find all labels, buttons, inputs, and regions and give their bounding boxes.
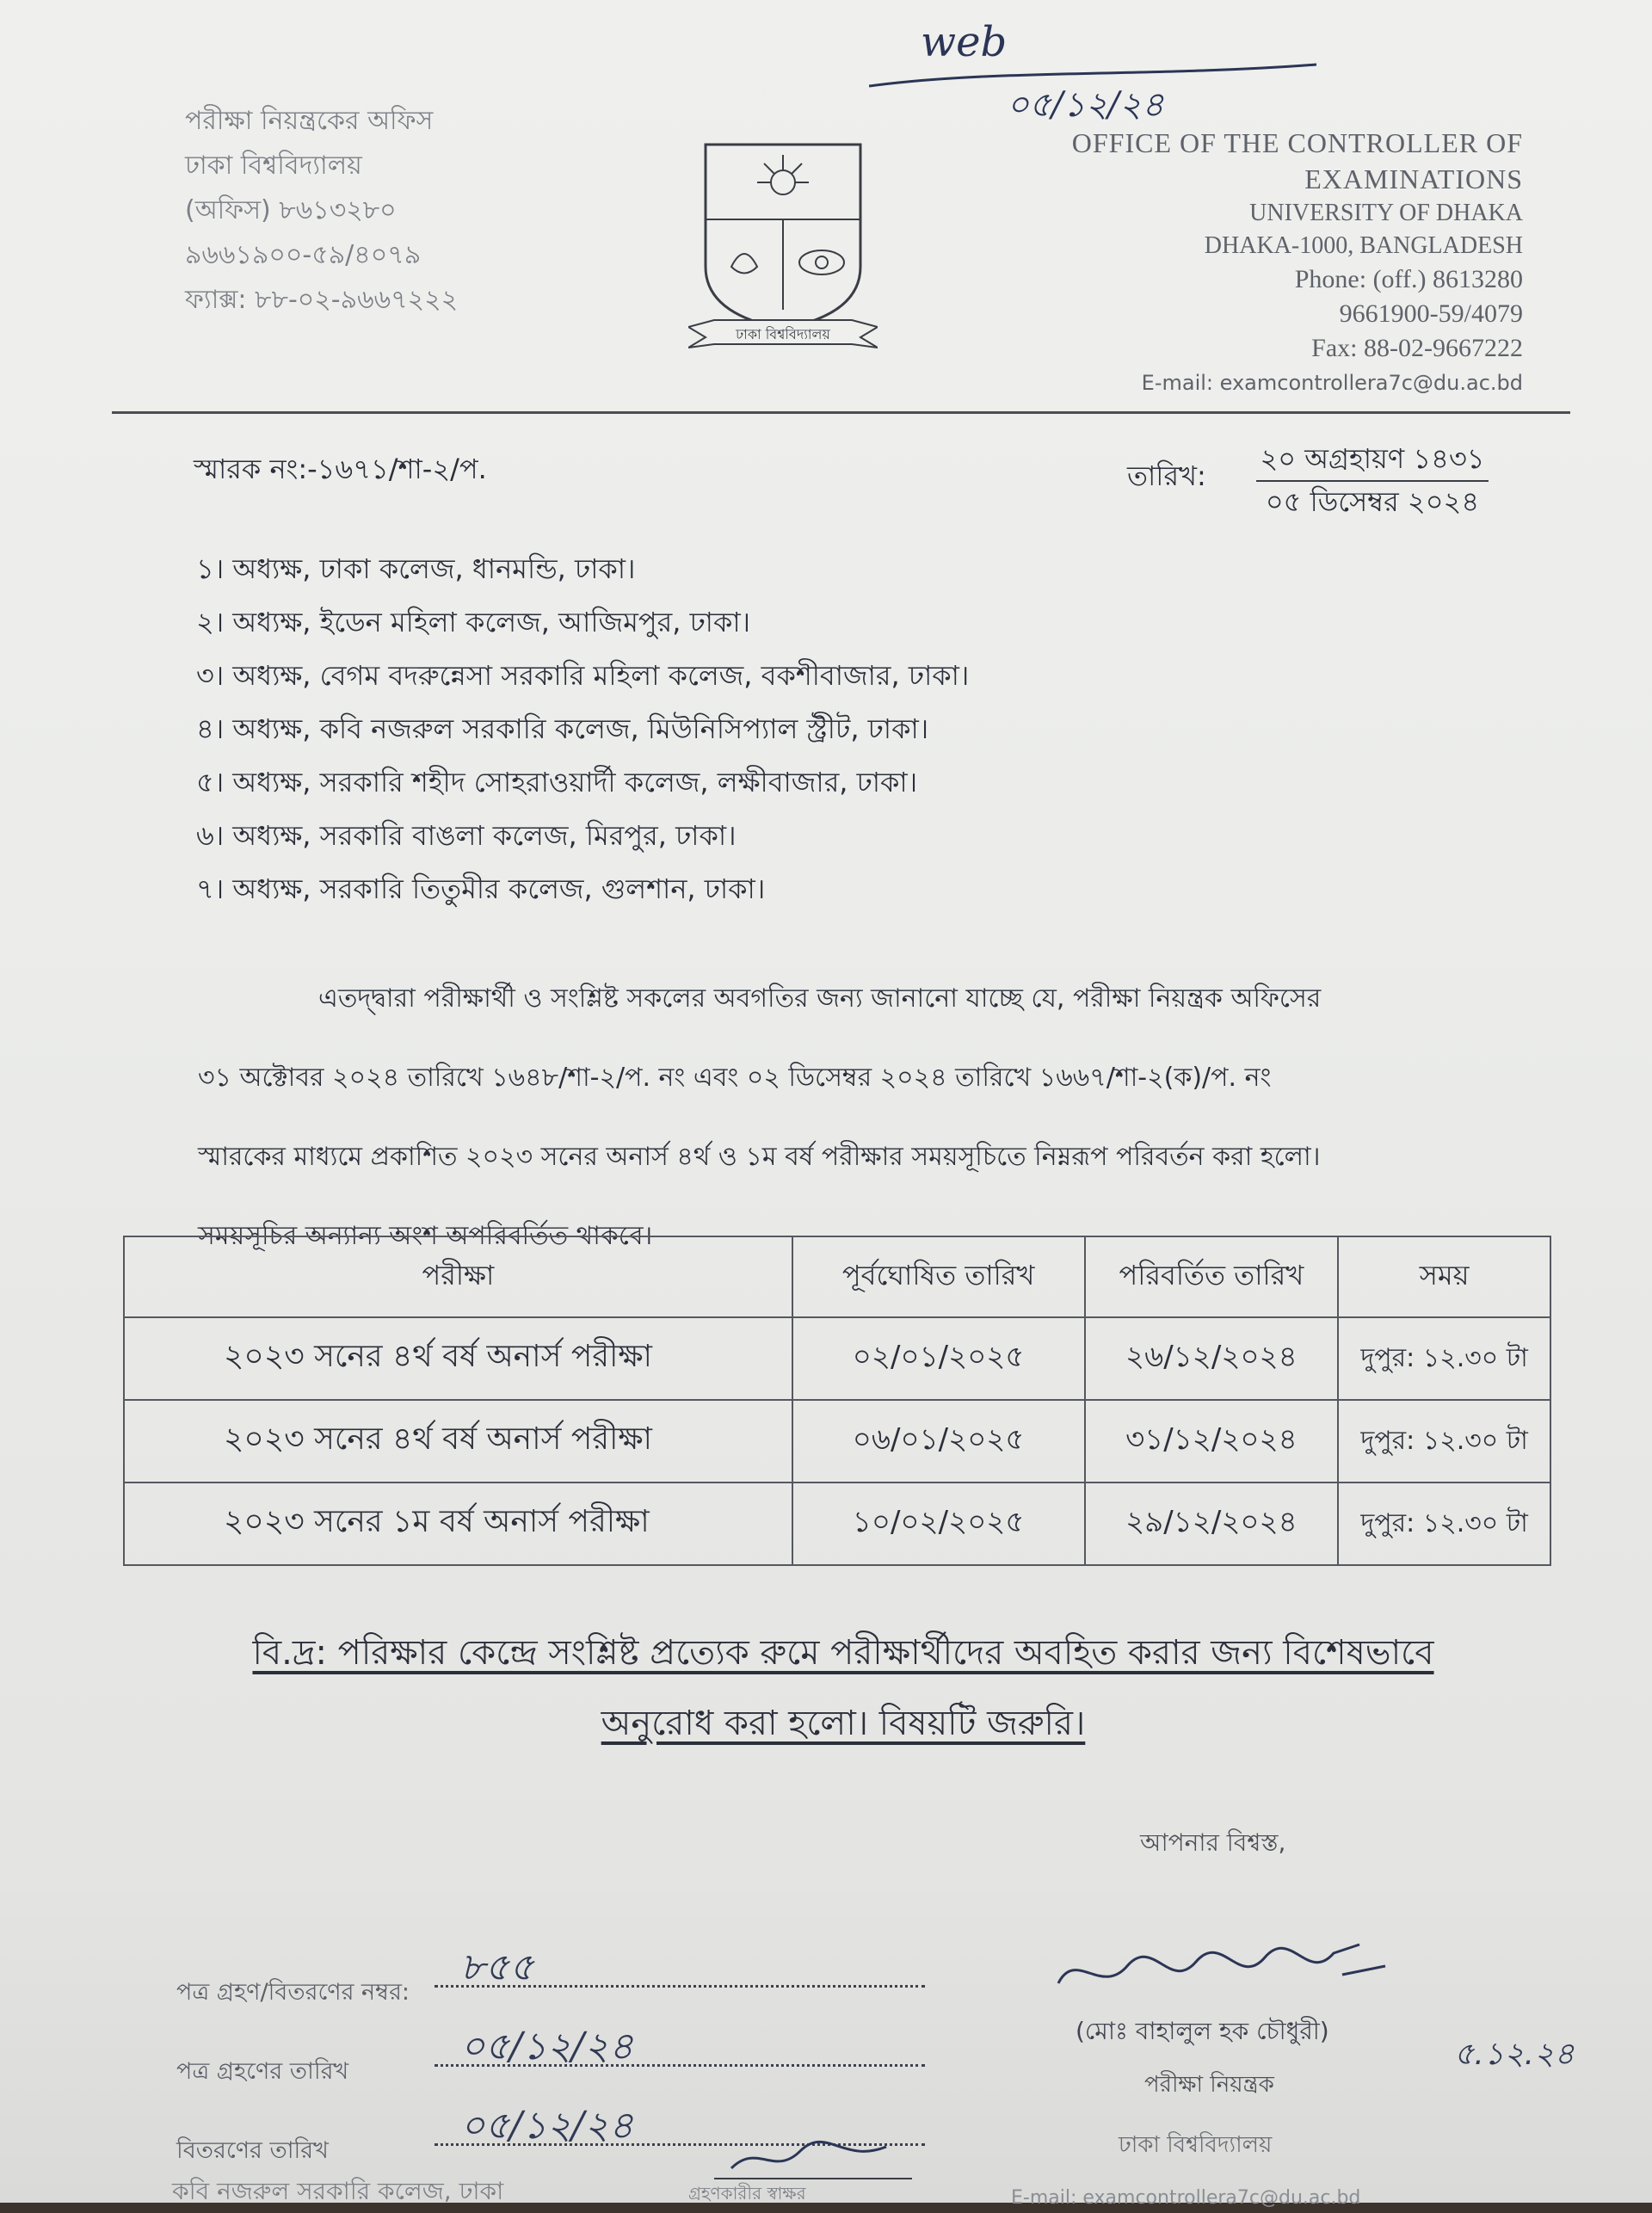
table-row: ২০২৩ সনের ৪র্থ বর্ষ অনার্স পরীক্ষা ০৬/০১/২০২৫ ৩১/১২/২০২৪ দুপুর: ১২.৩০ টা (124, 1400, 1550, 1483)
recipient-item: ৩। অধ্যক্ষ, বেগম বদরুন্নেসা সরকারি মহিলা কলেজ, বকশীবাজার, ঢাকা। (196, 659, 970, 692)
signature-block: (মোঃ বাহালুল হক চৌধুরী) পরীক্ষা নিয়ন্ত্রক ৫.১২.২৪ ঢাকা বিশ্ববিদ্যালয় E-mail: examcontrollera7c@du.ac.bd (1007, 1932, 1523, 2209)
handwritten-received-date: ০৫/১২/২৪ (460, 2025, 634, 2068)
schedule-table (123, 1236, 1551, 1566)
handwritten-web: web (921, 18, 1008, 66)
header-divider (112, 411, 1570, 414)
recipient-item: ৬। অধ্যক্ষ, সরকারি বাঙলা কলেজ, মিরপুর, ঢাকা। (196, 819, 737, 852)
receiving-college: কবি নজরুল সরকারি কলেজ, ঢাকা (172, 2177, 504, 2205)
column-header: পরীক্ষা (124, 1236, 792, 1317)
recipient-list (196, 542, 969, 915)
recipient-item: ২। অধ্যক্ষ, ইডেন মহিলা কলেজ, আজিমপুর, ঢাকা। (196, 606, 751, 638)
column-header: সময় (1338, 1236, 1550, 1317)
handwritten-date: ০৫/১২/২৪ (1007, 85, 1164, 125)
recipient-item: ১। অধ্যক্ষ, ঢাকা কলেজ, ধানমন্ডি, ঢাকা। (196, 552, 636, 585)
letterhead-english: OFFICE OF THE CONTROLLER OF EXAMINATIONS UNIVERSITY OF DHAKA DHAKA-1000, BANGLADESH Phone: (off.) 8613280 9661900-59/4079 Fax: 88-02-9667222 E-mail: examcontrollera7c@du.ac.bd (1071, 127, 1523, 395)
university-seal-icon (688, 138, 878, 357)
special-note: বি.দ্র: পরিক্ষার কেন্দ্রে সংশ্লিষ্ট প্রত্যেক রুমে পরীক্ষার্থীদের অবহিত করার জন্য বিশেষভাবে অনুরোধ করা হলো। বিষয়টি জরুরি। (252, 1633, 1434, 1743)
handwritten-annotation (869, 17, 1351, 129)
memo-number: স্মারক নং:-১৬৭১/শা-২/প. (194, 453, 487, 485)
table-row: ২০২৩ সনের ৪র্থ বর্ষ অনার্স পরীক্ষা ০২/০১/২০২৫ ২৬/১২/২০২৪ দুপুর: ১২.৩০ টা (124, 1317, 1550, 1400)
handwritten-delivered-date: ০৫/১২/২৪ (460, 2104, 634, 2148)
column-header: পূর্বঘোষিত তারিখ (792, 1236, 1085, 1317)
table-header-row (124, 1236, 1550, 1317)
handwritten-sign-date: ৫.১২.২৪ (1454, 2037, 1575, 2072)
document-page: web ০৫/১২/২৪ পরীক্ষা নিয়ন্ত্রকের অফিস ঢাকা বিশ্ববিদ্যালয় (অফিস) ৮৬১৩২৮০ ৯৬৬১৯০০-৫৯/৪০৭৯ ফ্যাক্স: ৮৮-০২-৯৬৬৭২২২ ঢাকা বিশ্ববিদ্যালয় OFFICE OF THE CONTROLLER OF EXAMINATIONS UNIVERSITY OF DHAKA DHAKA-1000, BANGLADESH Phone: (off.) 8613280 9661900-59/4079 Fax: 88-02-9667222 E-mail: examcontrollera7c@du.ac.bd স্মারক নং:-১৬৭১/শা-২/প. তারিখ: ২০ অগ্রহায়ণ ১৪৩১ ০৫ ডিসেম্বর ২০২৪ ১। অধ্যক্ষ, ঢাকা কলেজ, ধানমন্ডি, ঢাকা। ২। অধ্যক্ষ, ইডেন মহিলা কলেজ, আজিমপুর, ঢাকা। ৩। অধ্যক্ষ, বেগম বদরুন্নেসা সরকারি মহিলা কলেজ, বকশীবাজার, ঢাকা। ৪। অধ্যক্ষ, কবি নজরুল সরকারি কলেজ, মিউনিসিপ্যাল স্ট্রীট, ঢাকা। ৫। অধ্যক্ষ, সরকারি শহীদ সোহরাওয়ার্দী কলেজ, লক্ষীবাজার, ঢাকা। ৬। অধ্যক্ষ, সরকারি বাঙলা কলেজ, মিরপুর, ঢাকা। ৭। অধ্যক্ষ, সরকারি তিতুমীর কলেজ, গুলশান, ঢাকা। এতদ্দ্বারা পরীক্ষার্থী ও সংশ্লিষ্ট সকলের অবগতির জন্য জানানো যাচ্ছে যে, পরীক্ষা নিয়ন্ত্রক অফিসের ৩১ অক্টোবর ২০২৪ তারিখে ১৬৪৮/শা-২/প. নং এবং ০২ ডিসেম্বর ২০২৪ তারিখে ১৬৬৭/শা-২(ক)/প. নং স্মারকের মাধ্যমে প্রকাশিত ২০২৩ সনের অনার্স ৪র্থ ও ১ম বর্ষ পরীক্ষার সময়সূচিতে নিম্নরূপ পরিবর্তন করা হলো। সময়সূচির অন্যান্য অংশ অপরিবর্তিত থাকবে। পরীক্ষা পূর্বঘোষিত তারিখ পরিবর্তিত তারিখ সময় ২০২৩ সনের ৪র্থ বর্ষ অনার্স পরীক্ষা ০২/০১/২০২৫ ২৬/১২/২০২৪ দুপুর: ১২.৩০ টা ২০২৩ সনের ৪র্থ বর্ষ অনার্স পরীক্ষা ০৬/০১/২০২৫ ৩১/১২/২০২৪ দুপুর: ১২.৩০ টা ২০২৩ সনের ১ম বর্ষ অনার্স পরীক্ষা ১০/০২/২০২৫ ২৯/১২/২০২৪ দুপুর: ১২.৩০ টা বি.দ্র: পরিক্ষার কেন্দ্রে সংশ্লিষ্ট প্রত্যেক রুমে পরীক্ষার্থীদের অবহিত করার জন্য বিশেষভাবে অনুরোধ করা হলো। বিষয়টি জরুরি। আপনার বিশ্বস্ত, (মোঃ বাহালুল হক চৌধুরী) পরীক্ষা নিয়ন্ত্রক ৫.১২.২৪ ঢাকা বিশ্ববিদ্যালয় E-mail: examcontrollera7c@du.ac.bd পত্র গ্রহণ/বিতরণের নম্বর: ৮৫৫ পত্র গ্রহণের তারিখ ০৫/১২/২৪ বিতরণের তারিখ ০৫/১২/২৪ গ্রহণকারীর স্বাক্ষর কবি নজরুল সরকারি কলেজ, ঢাকা (0, 0, 1652, 2203)
signature-icon (1007, 1932, 1420, 2009)
recipient-item: ৪। অধ্যক্ষ, কবি নজরুল সরকারি কলেজ, মিউনিসিপ্যাল স্ট্রীট, ঢাকা। (196, 712, 929, 745)
recipient-item: ৭। অধ্যক্ষ, সরকারি তিতুমীর কলেজ, গুলশান, ঢাকা। (196, 872, 766, 905)
letterhead-bangla: পরীক্ষা নিয়ন্ত্রকের অফিস ঢাকা বিশ্ববিদ্যালয় (অফিস) ৮৬১৩২৮০ ৯৬৬১৯০০-৫৯/৪০৭৯ ফ্যাক্স: ৮৮-০২-৯৬৬৭২২২ (185, 106, 459, 315)
recipient-item: ৫। অধ্যক্ষ, সরকারি শহীদ সোহরাওয়ার্দী কলেজ, লক্ষীবাজার, ঢাকা। (196, 766, 918, 798)
table-row: ২০২৩ সনের ১ম বর্ষ অনার্স পরীক্ষা ১০/০২/২০২৫ ২৯/১২/২০২৪ দুপুর: ১২.৩০ টা (124, 1483, 1550, 1565)
closing-text: আপনার বিশ্বস্ত, (1140, 1828, 1286, 1857)
receiver-signature-label: গ্রহণকারীর স্বাক্ষর (688, 2183, 806, 2204)
svg-text:ঢাকা বিশ্ববিদ্যালয়: ঢাকা বিশ্ববিদ্যালয় (736, 326, 830, 342)
handwritten-receipt-number: ৮৫৫ (460, 1945, 534, 1989)
column-header: পরিবর্তিত তারিখ (1085, 1236, 1339, 1317)
body-paragraph: এতদ্দ্বারা পরীক্ষার্থী ও সংশ্লিষ্ট সকলের অবগতির জন্য জানানো যাচ্ছে যে, পরীক্ষা নিয়ন্ত্রক অফিসের ৩১ অক্টোবর ২০২৪ তারিখে ১৬৪৮/শা-২/প. নং এবং ০২ ডিসেম্বর ২০২৪ তারিখে ১৬৬৭/শা-২(ক)/প. নং স্মারকের মাধ্যমে প্রকাশিত ২০২৩ সনের অনার্স ৪র্থ ও ১ম বর্ষ পরীক্ষার সময়সূচিতে নিম্নরূপ পরিবর্তন করা হলো। সময়সূচির অন্যান্য অংশ অপরিবর্তিত থাকবে। (198, 983, 1322, 1251)
